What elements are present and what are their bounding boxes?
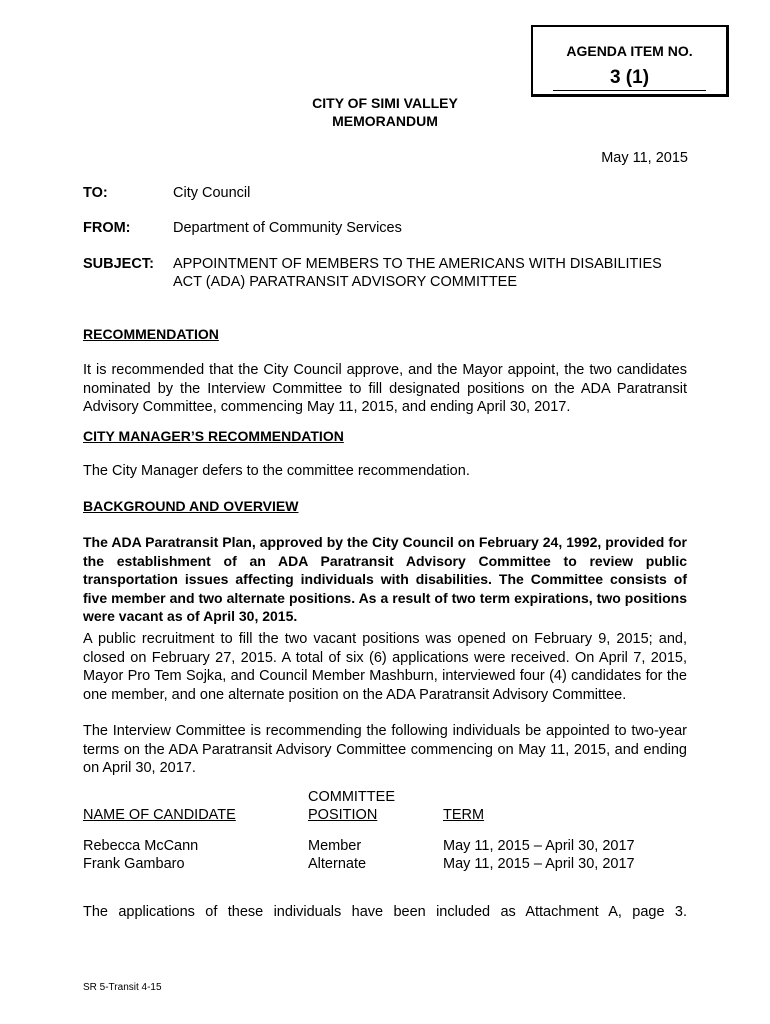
table-row-1-position: Member xyxy=(308,838,362,854)
doc-type-title: MEMORANDUM xyxy=(332,113,438,129)
subject-line-1: APPOINTMENT OF MEMBERS TO THE AMERICANS WITH DISABILITIES xyxy=(173,256,662,272)
col-name-header: NAME OF CANDIDATE xyxy=(83,807,236,823)
city-manager-heading: CITY MANAGER’S RECOMMENDATION xyxy=(83,428,344,444)
col-position-header: POSITION xyxy=(308,807,378,823)
agenda-item-box xyxy=(531,25,729,97)
from-value: Department of Community Services xyxy=(173,220,402,236)
background-heading: BACKGROUND AND OVERVIEW xyxy=(83,498,299,514)
to-label: TO: xyxy=(83,185,108,201)
recommendation-heading: RECOMMENDATION xyxy=(83,326,219,342)
agenda-item-number: 3 (1) xyxy=(553,67,706,91)
memo-date: May 11, 2015 xyxy=(601,150,688,166)
from-label: FROM: xyxy=(83,220,131,236)
footer-code: SR 5-Transit 4-15 xyxy=(83,982,162,993)
table-row-2-position: Alternate xyxy=(308,856,367,872)
table-row-2-name: Frank Gambaro xyxy=(83,856,185,872)
table-row-2-term: May 11, 2015 – April 30, 2017 xyxy=(443,856,635,872)
col-position-header-top: COMMITTEE xyxy=(308,789,395,805)
city-manager-text: The City Manager defers to the committee recommendation. xyxy=(83,463,470,479)
to-value: City Council xyxy=(173,185,251,201)
col-term-header: TERM xyxy=(443,807,485,823)
agenda-item-label: AGENDA ITEM NO. xyxy=(566,43,693,59)
background-paragraph-2: A public recruitment to fill the two vacant positions was opened on February 9, 2015; and, closed on February 27, 2015. A total of six (6) applications were received. On April 7, 2015, Mayor Pro Tem Sojka, and Council Member Mashburn, interviewed four (4) candidates for the one member, and one alternate position on the ADA Paratransit Advisory Committee. xyxy=(83,631,687,703)
background-paragraph-3: The Interview Committee is recommending the following individuals be appointed to two-year terms on the ADA Paratransit Advisory Committee commencing on May 11, 2015, and ending on April 30, 2017. xyxy=(83,723,687,776)
closing-text: The applications of these individuals have been included as Attachment A, page 3. xyxy=(83,904,687,920)
subject-label: SUBJECT: xyxy=(83,256,154,272)
background-bold-paragraph: The ADA Paratransit Plan, approved by the City Council on February 24, 1992, provided for the establishment of an ADA Paratransit Advisory Committee to review public transportation issues affecting individuals with disabilities. The Committee consists of five member and two alternate positions. As a result of two term expirations, two positions were vacant as of April 30, 2015. xyxy=(83,534,687,624)
recommendation-text: It is recommended that the City Council approve, and the Mayor appoint, the two candidates nominated by the Interview Committee to fill designated positions on the ADA Paratransit Advisory Committee, commencing May 11, 2015, and ending April 30, 2017. xyxy=(83,362,687,415)
subject-line-2: ACT (ADA) PARATRANSIT ADVISORY COMMITTEE xyxy=(173,274,518,290)
table-row-1-name: Rebecca McCann xyxy=(83,838,199,854)
table-row-1-term: May 11, 2015 – April 30, 2017 xyxy=(443,838,635,854)
org-title: CITY OF SIMI VALLEY xyxy=(312,95,458,111)
